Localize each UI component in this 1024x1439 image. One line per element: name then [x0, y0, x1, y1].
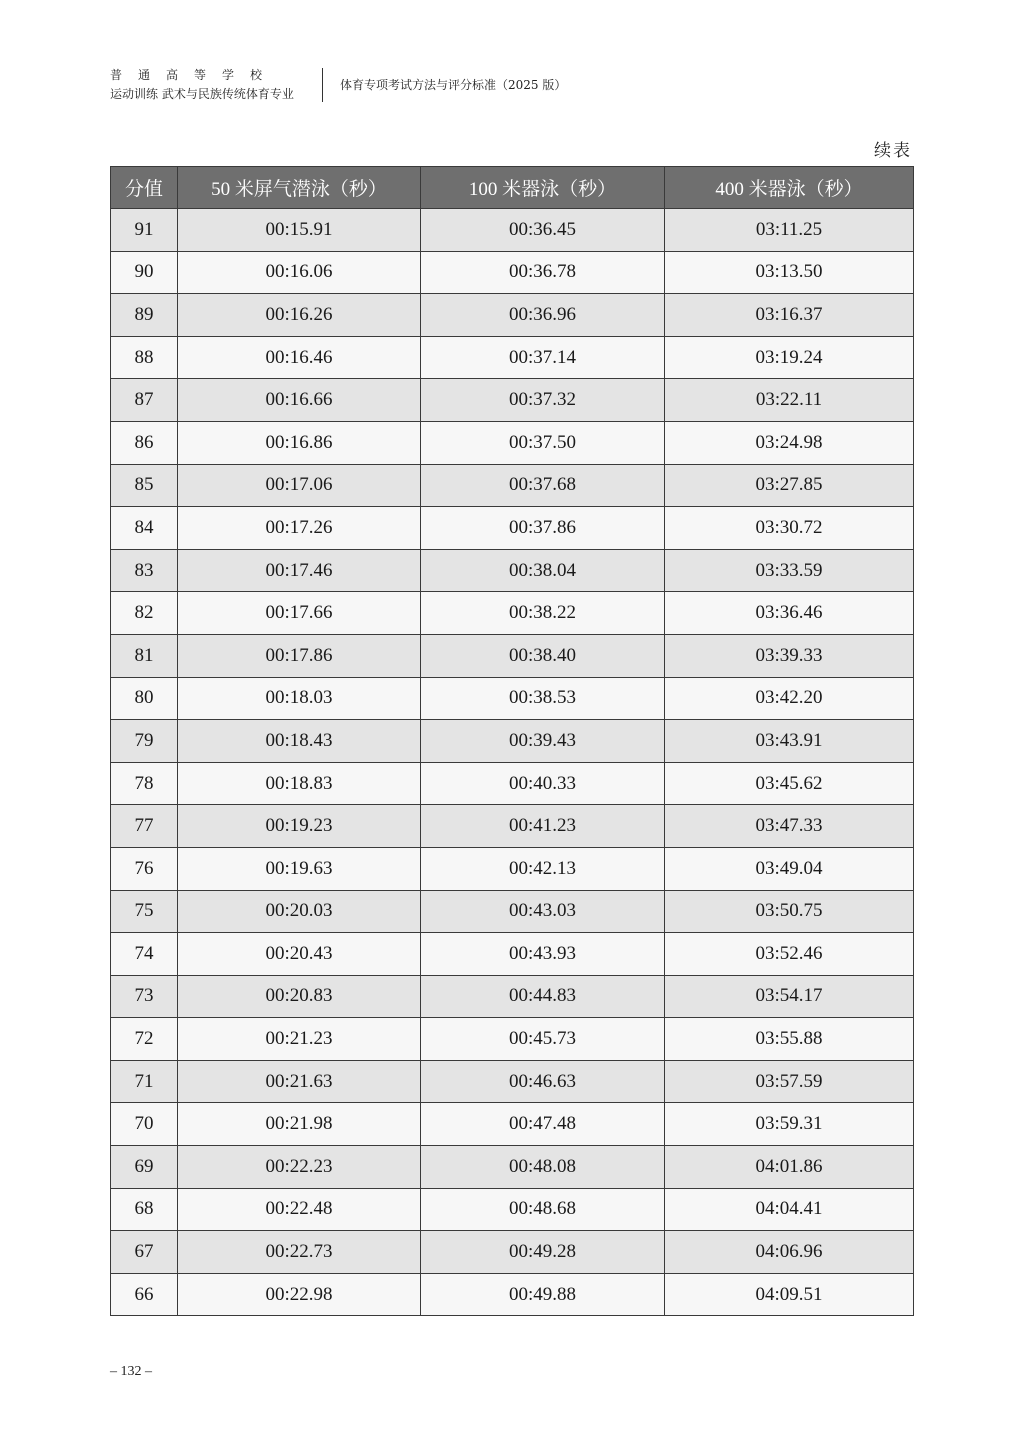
- time-50m-cell: 00:20.03: [178, 890, 421, 933]
- time-100m-cell: 00:38.22: [421, 592, 665, 635]
- time-100m-cell: 00:46.63: [421, 1060, 665, 1103]
- time-50m-cell: 00:21.23: [178, 1018, 421, 1061]
- table-row: [111, 507, 914, 550]
- time-50m-cell: 00:22.98: [178, 1273, 421, 1316]
- time-50m-cell: 00:21.98: [178, 1103, 421, 1146]
- time-50m-cell: 00:22.23: [178, 1146, 421, 1189]
- time-400m-cell: 03:11.25: [665, 209, 914, 252]
- time-100m-cell: 00:37.32: [421, 379, 665, 422]
- score-cell: 78: [111, 762, 178, 805]
- time-100m-cell: 00:43.93: [421, 933, 665, 976]
- time-50m-cell: 00:17.46: [178, 549, 421, 592]
- time-50m-cell: 00:17.66: [178, 592, 421, 635]
- time-100m-cell: 00:44.83: [421, 975, 665, 1018]
- time-50m-cell: 00:17.86: [178, 634, 421, 677]
- time-100m-cell: 00:37.86: [421, 507, 665, 550]
- time-50m-cell: 00:18.43: [178, 720, 421, 763]
- time-400m-cell: 03:54.17: [665, 975, 914, 1018]
- time-50m-cell: 00:19.63: [178, 847, 421, 890]
- time-50m-cell: 00:22.48: [178, 1188, 421, 1231]
- time-100m-cell: 00:47.48: [421, 1103, 665, 1146]
- time-100m-cell: 00:41.23: [421, 805, 665, 848]
- time-400m-cell: 03:49.04: [665, 847, 914, 890]
- score-cell: 75: [111, 890, 178, 933]
- time-400m-cell: 03:43.91: [665, 720, 914, 763]
- time-50m-cell: 00:16.26: [178, 294, 421, 337]
- time-100m-cell: 00:49.28: [421, 1231, 665, 1274]
- table-row: [111, 1018, 914, 1061]
- table-row: [111, 209, 914, 252]
- score-cell: 72: [111, 1018, 178, 1061]
- time-50m-cell: 00:15.91: [178, 209, 421, 252]
- table-row: [111, 1103, 914, 1146]
- time-100m-cell: 00:37.14: [421, 336, 665, 379]
- time-400m-cell: 03:16.37: [665, 294, 914, 337]
- time-400m-cell: 03:24.98: [665, 421, 914, 464]
- score-cell: 84: [111, 507, 178, 550]
- time-50m-cell: 00:16.86: [178, 421, 421, 464]
- time-400m-cell: 03:39.33: [665, 634, 914, 677]
- score-cell: 86: [111, 421, 178, 464]
- header-score: 分值: [111, 167, 178, 209]
- score-cell: 82: [111, 592, 178, 635]
- table-row: [111, 336, 914, 379]
- table-row: [111, 805, 914, 848]
- score-cell: 68: [111, 1188, 178, 1231]
- table-row: [111, 890, 914, 933]
- score-cell: 87: [111, 379, 178, 422]
- score-table-body: [111, 209, 914, 1316]
- score-cell: 89: [111, 294, 178, 337]
- header-row: [111, 167, 914, 209]
- score-cell: 91: [111, 209, 178, 252]
- time-50m-cell: 00:16.06: [178, 251, 421, 294]
- time-400m-cell: 04:04.41: [665, 1188, 914, 1231]
- table-row: [111, 294, 914, 337]
- score-cell: 83: [111, 549, 178, 592]
- time-100m-cell: 00:38.40: [421, 634, 665, 677]
- continued-label: 续表: [874, 141, 912, 161]
- time-400m-cell: 03:50.75: [665, 890, 914, 933]
- header-50m-breath-hold: 50 米屏气潜泳（秒）: [178, 167, 421, 209]
- time-400m-cell: 03:42.20: [665, 677, 914, 720]
- time-400m-cell: 03:47.33: [665, 805, 914, 848]
- table-row: [111, 379, 914, 422]
- time-50m-cell: 00:16.46: [178, 336, 421, 379]
- table-row: [111, 251, 914, 294]
- time-400m-cell: 03:52.46: [665, 933, 914, 976]
- running-head-left: [110, 66, 320, 104]
- time-400m-cell: 03:13.50: [665, 251, 914, 294]
- table-row: [111, 549, 914, 592]
- time-400m-cell: 03:59.31: [665, 1103, 914, 1146]
- time-50m-cell: 00:17.26: [178, 507, 421, 550]
- table-row: [111, 634, 914, 677]
- time-400m-cell: 03:22.11: [665, 379, 914, 422]
- time-100m-cell: 00:40.33: [421, 762, 665, 805]
- table-row: [111, 1188, 914, 1231]
- time-50m-cell: 00:22.73: [178, 1231, 421, 1274]
- time-400m-cell: 04:01.86: [665, 1146, 914, 1189]
- table-row: [111, 847, 914, 890]
- score-cell: 66: [111, 1273, 178, 1316]
- time-100m-cell: 00:37.68: [421, 464, 665, 507]
- time-100m-cell: 00:38.04: [421, 549, 665, 592]
- time-50m-cell: 00:18.83: [178, 762, 421, 805]
- time-100m-cell: 00:36.78: [421, 251, 665, 294]
- time-50m-cell: 00:20.43: [178, 933, 421, 976]
- running-head-line1: 普通高等学校: [110, 68, 279, 82]
- score-cell: 79: [111, 720, 178, 763]
- score-cell: 81: [111, 634, 178, 677]
- table-row: [111, 1146, 914, 1189]
- time-50m-cell: 00:21.63: [178, 1060, 421, 1103]
- header-100m-apparatus: 100 米器泳（秒）: [421, 167, 665, 209]
- table-row: [111, 1060, 914, 1103]
- time-100m-cell: 00:43.03: [421, 890, 665, 933]
- score-cell: 76: [111, 847, 178, 890]
- score-cell: 80: [111, 677, 178, 720]
- time-100m-cell: 00:48.08: [421, 1146, 665, 1189]
- table-row: [111, 464, 914, 507]
- table-row: [111, 677, 914, 720]
- score-cell: 71: [111, 1060, 178, 1103]
- running-head-line2: 运动训练 武术与民族传统体育专业: [110, 87, 294, 101]
- time-100m-cell: 00:36.96: [421, 294, 665, 337]
- time-50m-cell: 00:17.06: [178, 464, 421, 507]
- header-400m-apparatus: 400 米器泳（秒）: [665, 167, 914, 209]
- time-400m-cell: 04:09.51: [665, 1273, 914, 1316]
- running-head-divider: [322, 68, 323, 102]
- score-cell: 70: [111, 1103, 178, 1146]
- score-cell: 88: [111, 336, 178, 379]
- table-row: [111, 1231, 914, 1274]
- score-cell: 69: [111, 1146, 178, 1189]
- time-400m-cell: 03:45.62: [665, 762, 914, 805]
- time-100m-cell: 00:49.88: [421, 1273, 665, 1316]
- table-row: [111, 975, 914, 1018]
- time-100m-cell: 00:36.45: [421, 209, 665, 252]
- time-100m-cell: 00:39.43: [421, 720, 665, 763]
- time-100m-cell: 00:37.50: [421, 421, 665, 464]
- running-head-title: 体育专项考试方法与评分标准（2025 版）: [340, 78, 567, 92]
- score-cell: 90: [111, 251, 178, 294]
- table-row: [111, 720, 914, 763]
- time-400m-cell: 03:55.88: [665, 1018, 914, 1061]
- time-50m-cell: 00:16.66: [178, 379, 421, 422]
- table-row: [111, 592, 914, 635]
- time-50m-cell: 00:20.83: [178, 975, 421, 1018]
- score-cell: 67: [111, 1231, 178, 1274]
- score-table: [110, 166, 914, 1316]
- time-400m-cell: 03:36.46: [665, 592, 914, 635]
- time-100m-cell: 00:48.68: [421, 1188, 665, 1231]
- time-100m-cell: 00:45.73: [421, 1018, 665, 1061]
- time-400m-cell: 03:30.72: [665, 507, 914, 550]
- time-400m-cell: 03:19.24: [665, 336, 914, 379]
- time-100m-cell: 00:42.13: [421, 847, 665, 890]
- time-50m-cell: 00:18.03: [178, 677, 421, 720]
- time-100m-cell: 00:38.53: [421, 677, 665, 720]
- table-row: [111, 762, 914, 805]
- score-cell: 74: [111, 933, 178, 976]
- score-cell: 85: [111, 464, 178, 507]
- table-row: [111, 933, 914, 976]
- score-table-head: [111, 167, 914, 209]
- time-400m-cell: 03:33.59: [665, 549, 914, 592]
- table-row: [111, 1273, 914, 1316]
- time-400m-cell: 03:27.85: [665, 464, 914, 507]
- time-400m-cell: 04:06.96: [665, 1231, 914, 1274]
- time-50m-cell: 00:19.23: [178, 805, 421, 848]
- table-row: [111, 421, 914, 464]
- page-number: – 132 –: [110, 1364, 152, 1379]
- time-400m-cell: 03:57.59: [665, 1060, 914, 1103]
- score-cell: 73: [111, 975, 178, 1018]
- score-cell: 77: [111, 805, 178, 848]
